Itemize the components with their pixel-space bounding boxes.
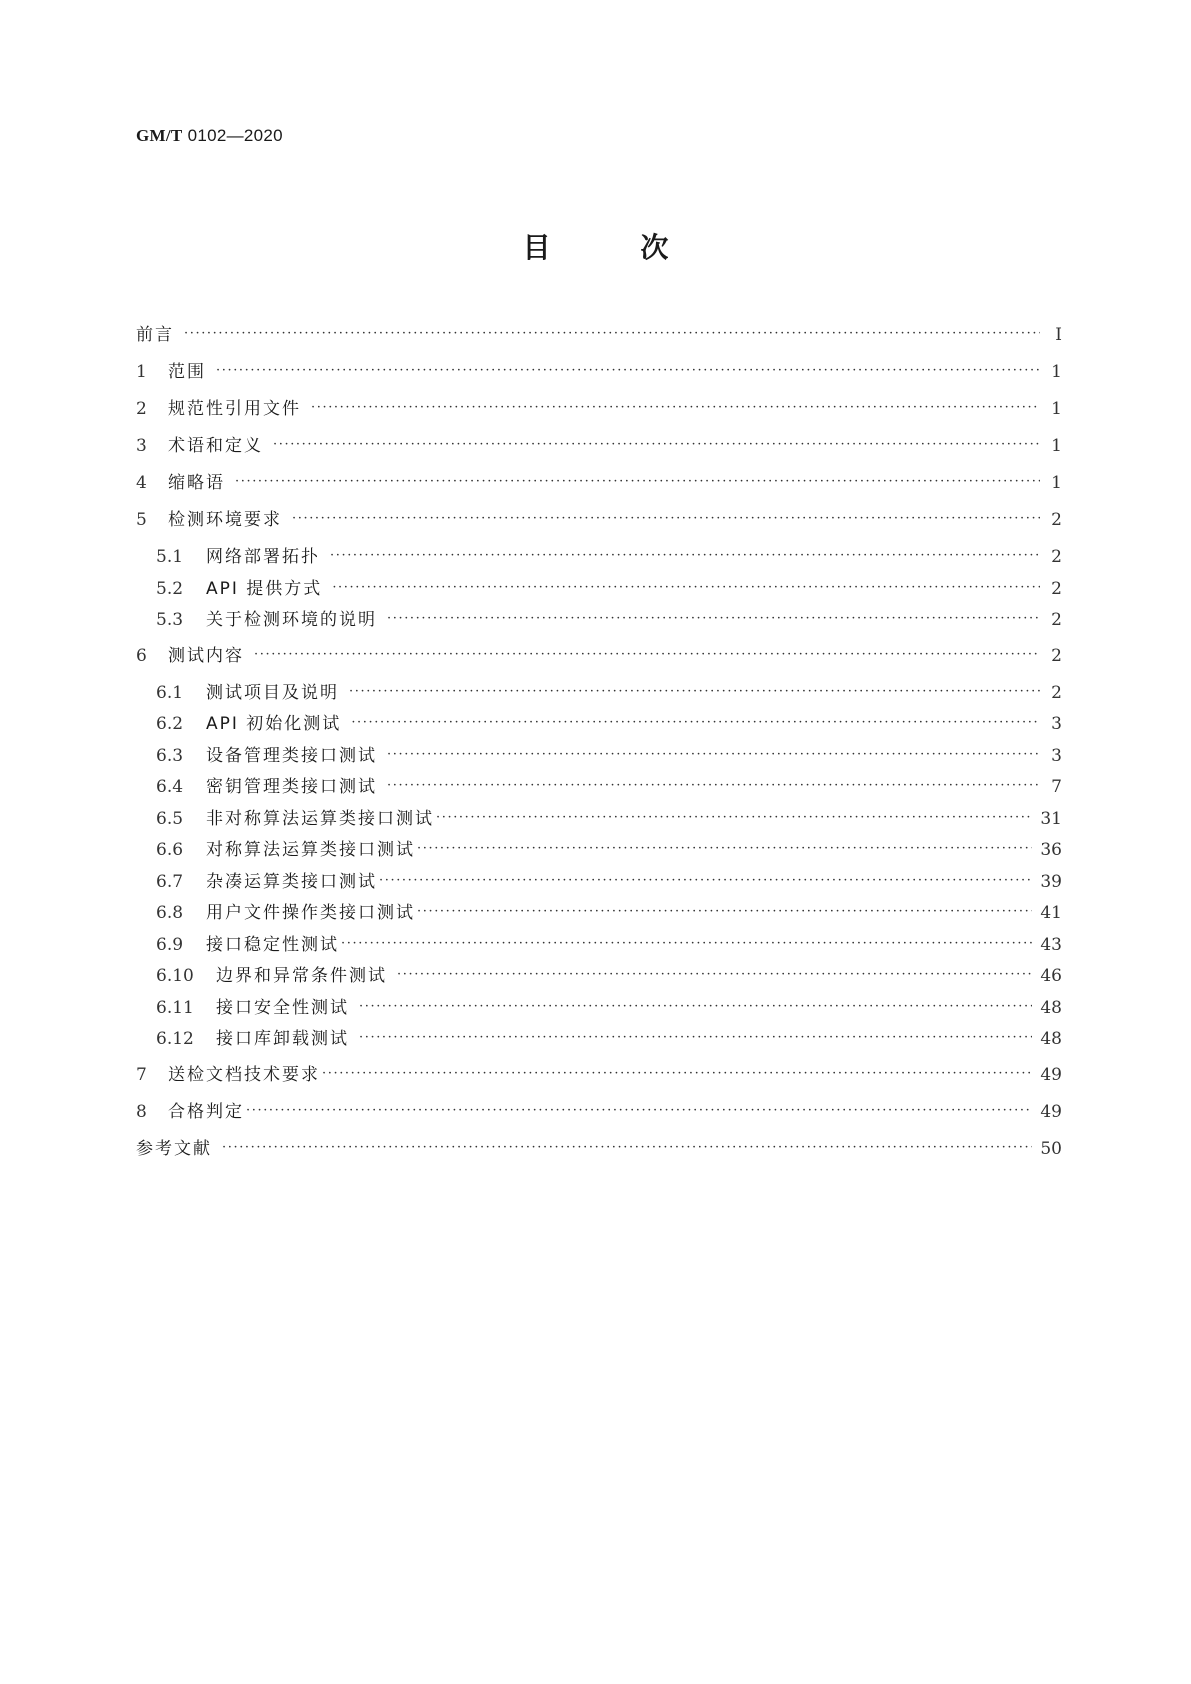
toc-entry-label: 边界和异常条件测试 [216,966,387,986]
toc-entry-page: 7 [1051,777,1062,797]
toc-entry-page: 46 [1040,966,1062,986]
toc-leader-dots [235,474,1040,489]
toc-entry-number: 5.3 [156,610,184,630]
toc-entry-label: 接口库卸载测试 [216,1029,349,1049]
toc-entry-label: 接口安全性测试 [216,997,349,1018]
toc-entry-label: 送检文档技术要求 [168,1064,320,1085]
toc-entry-page: 2 [1051,645,1062,666]
toc-entry-label: 缩略语 [168,473,225,493]
toc-entry-label: 接口稳定性测试 [206,934,339,955]
toc-leader-dots [387,747,1040,762]
toc-entry[interactable] [136,505,1062,542]
toc-leader-dots [254,647,1040,662]
toc-entry[interactable] [136,320,1062,357]
toc-entry-number: 7 [136,1064,147,1085]
toc-entry-page: 1 [1051,362,1062,382]
toc-entry[interactable] [136,468,1062,505]
toc-entry-label: 关于检测环境的说明 [206,610,377,630]
toc-entry-number: 6.2 [156,714,184,734]
toc-leader-dots [351,715,1040,730]
toc-entry-page: 1 [1051,436,1062,456]
toc-entry-label: 规范性引用文件 [168,399,301,419]
toc-entry-label: 网络部署拓扑 [206,547,320,567]
toc-leader-dots [359,999,1032,1014]
toc-entry-page: 49 [1040,1101,1062,1122]
toc-entry-number: 6.4 [156,777,184,797]
document-code-number: 0102—2020 [187,126,283,145]
toc-leader-dots [341,936,1032,951]
toc-leader-dots [349,684,1040,699]
toc-entry-page: 41 [1040,903,1062,923]
toc-entry-page: 2 [1051,610,1062,630]
toc-entry[interactable] [136,431,1062,468]
document-code-prefix: GM/T [136,126,183,145]
toc-leader-dots [330,548,1040,563]
toc-entry-page: 48 [1040,1029,1062,1049]
toc-leader-dots [387,611,1040,626]
toc-entry-label: 前言 [136,325,174,345]
toc-entry-number: 6.3 [156,745,184,766]
toc-leader-dots [246,1103,1032,1118]
toc-entry[interactable] [136,709,1062,741]
toc-entry-number: 6.1 [156,682,184,703]
toc-entry-label: 对称算法运算类接口测试 [206,840,415,860]
toc-entry-label: 范围 [168,362,206,382]
toc-entry-label: 参考文献 [136,1138,212,1159]
toc-entry[interactable] [136,1060,1062,1097]
toc-entry[interactable] [136,898,1062,930]
toc-entry-label: 设备管理类接口测试 [206,745,377,766]
toc-entry[interactable] [136,1097,1062,1134]
toc-entry-page: 36 [1040,840,1062,860]
toc-leader-dots [273,437,1040,452]
toc-leader-dots [379,873,1032,888]
toc-leader-dots [417,904,1032,919]
toc-entry[interactable] [136,678,1062,710]
toc-entry-number: 6.10 [156,966,194,986]
toc-entry-label: 杂凑运算类接口测试 [206,871,377,892]
toc-leader-dots [216,363,1040,378]
toc-entry[interactable] [136,741,1062,773]
toc-entry-number: 6 [136,645,147,666]
toc-entry[interactable] [136,993,1062,1025]
toc-entry-number: 6.8 [156,903,184,923]
toc-leader-dots [387,778,1040,793]
toc-entry[interactable] [136,804,1062,836]
toc-entry-page: 3 [1051,745,1062,766]
toc-entry-number: 6.6 [156,840,184,860]
toc-entry-label: 术语和定义 [168,436,263,456]
toc-entry-number: 6.9 [156,934,184,955]
toc-entry-label: 密钥管理类接口测试 [206,777,377,797]
toc-entry[interactable] [136,605,1062,637]
toc-entry-label: 检测环境要求 [168,510,282,530]
toc-entry-page: 31 [1040,808,1062,829]
toc-entry-page: 1 [1051,473,1062,493]
toc-entry-page: 2 [1051,578,1062,599]
toc-entry-label: API 初始化测试 [206,714,342,734]
toc-entry[interactable] [136,542,1062,574]
toc-entry-page: 2 [1051,547,1062,567]
table-of-contents [136,320,1062,1171]
toc-leader-dots [292,511,1040,526]
toc-entry-label: 用户文件操作类接口测试 [206,903,415,923]
toc-entry[interactable] [136,394,1062,431]
toc-entry-label: API 提供方式 [206,578,323,599]
toc-entry-number: 8 [136,1101,147,1122]
toc-leader-dots [184,326,1040,341]
toc-entry[interactable] [136,867,1062,899]
document-code [136,126,283,146]
toc-entry-number: 1 [136,362,147,382]
toc-entry[interactable] [136,574,1062,606]
toc-entry-label: 测试内容 [168,645,244,666]
toc-entry-page: 2 [1051,510,1062,530]
toc-leader-dots [436,810,1032,825]
toc-entry-number: 6.11 [156,997,194,1018]
toc-leader-dots [222,1140,1032,1155]
toc-entry-page: 3 [1051,714,1062,734]
toc-entry-page: 2 [1051,682,1062,703]
toc-entry-page: 43 [1040,934,1062,955]
toc-entry-page: 49 [1040,1064,1062,1085]
toc-entry-page: Ⅰ [1055,325,1062,345]
toc-leader-dots [322,1066,1032,1081]
toc-entry-number: 5.2 [156,578,184,599]
toc-entry[interactable] [136,930,1062,962]
page-title: 目 次 [522,231,709,264]
toc-entry[interactable] [136,641,1062,678]
toc-entry-number: 3 [136,436,147,456]
toc-entry-number: 4 [136,473,147,493]
toc-entry[interactable] [136,1024,1062,1056]
toc-entry-page: 48 [1040,997,1062,1018]
toc-entry-page: 50 [1040,1138,1062,1159]
toc-entry-number: 5.1 [156,547,184,567]
toc-entry-number: 6.5 [156,808,184,829]
toc-entry-label: 合格判定 [168,1101,244,1122]
toc-entry-number: 6.7 [156,871,184,892]
toc-entry[interactable] [136,835,1062,867]
toc-entry-label: 测试项目及说明 [206,682,339,703]
toc-entry-number: 6.12 [156,1029,194,1049]
toc-entry-number: 2 [136,399,147,419]
toc-leader-dots [417,841,1032,856]
toc-entry[interactable] [136,357,1062,394]
toc-entry-page: 1 [1051,399,1062,419]
toc-leader-dots [397,967,1032,982]
toc-entry-page: 39 [1040,871,1062,892]
toc-entry-number: 5 [136,510,147,530]
toc-leader-dots [359,1030,1032,1045]
toc-entry[interactable] [136,772,1062,804]
toc-leader-dots [332,580,1040,595]
toc-entry-label: 非对称算法运算类接口测试 [206,808,434,829]
toc-entry[interactable] [136,1134,1062,1171]
toc-leader-dots [311,400,1040,415]
toc-entry[interactable] [136,961,1062,993]
